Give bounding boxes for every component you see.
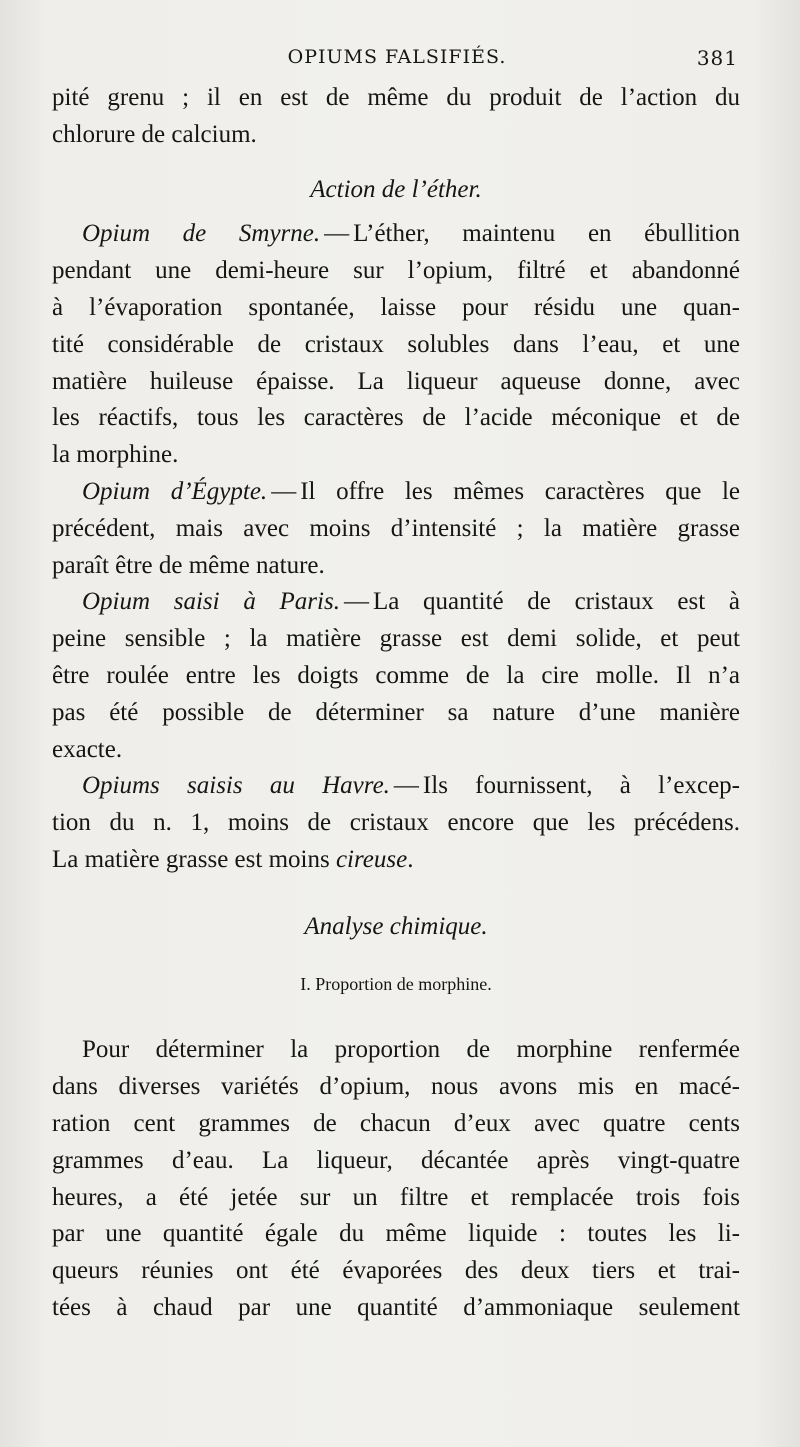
paragraph-label-egypte: Opium d’Égypte.	[82, 477, 268, 505]
text-line: pendant une demi-heure sur l’opium, filtré et abandonné	[52, 257, 740, 285]
emphasis-word: cireuse	[335, 845, 408, 873]
text-line: tion du n. 1, moins de cristaux encore que les précédens.	[52, 809, 740, 837]
text-line: la morphine.	[52, 441, 179, 469]
text-line: peine sensible ; la matière grasse est demi solide, et peut	[52, 625, 740, 653]
paragraph-smyrne-first-line	[52, 216, 740, 253]
text-line: chlorure de calcium.	[52, 120, 257, 148]
text-span: Ils fournissent, à l’excep-	[422, 772, 740, 800]
paragraph-label-smyrne: Opium de Smyrne.	[82, 220, 321, 248]
em-dash: —	[393, 772, 419, 800]
text-span: La matière grasse est moins	[52, 845, 336, 873]
text-line: dans diverses variétés d’opium, nous avons mis en macé-	[52, 1073, 740, 1101]
text-line: les réactifs, tous les caractères de l’acide méconique et de	[52, 404, 740, 432]
text-line: à l’évaporation spontanée, laisse pour résidu une quan-	[52, 293, 740, 321]
subsection-heading: I. Proportion de morphine.	[300, 973, 492, 994]
text-line: pité grenu ; il en est de même du produit de l’action du	[52, 84, 740, 111]
text-line: tité considérable de cristaux solubles dans l’eau, et une	[52, 330, 740, 358]
page-header	[56, 40, 738, 76]
text-line: matière huileuse épaisse. La liqueur aqueuse donne, avec	[52, 367, 740, 395]
section-heading-ether: Action de l’éther.	[310, 175, 482, 203]
running-title: OPIUMS FALSIFIÉS.	[287, 46, 507, 68]
text-span: .	[407, 845, 414, 873]
text-line: grammes d’eau. La liqueur, décantée après vingt-quatre	[52, 1146, 740, 1174]
text-span: Il offre les mêmes caractères que le	[300, 477, 741, 505]
text-line: précédent, mais avec moins d’intensité ; la matière grasse	[52, 514, 740, 542]
section-heading-analyse: Analyse chimique.	[304, 912, 488, 940]
em-dash: —	[343, 588, 369, 616]
text-line	[52, 842, 740, 879]
paragraph-egypte-first-line	[52, 474, 740, 511]
text-line: pas été possible de déterminer sa nature d’une manière	[52, 698, 740, 726]
text-line: être roulée entre les doigts comme de la cire molle. Il n’a	[52, 661, 740, 689]
text-line: ration cent grammes de chacun d’eux avec quatre cents	[52, 1109, 740, 1137]
text-line: paraît être de même nature.	[52, 551, 325, 579]
em-dash: —	[324, 220, 350, 248]
text-line: queurs réunies ont été évaporées des deux tiers et trai-	[52, 1257, 740, 1285]
paragraph-havre-first-line	[52, 768, 740, 805]
text-line: tées à chaud par une quantité d’ammoniaque seulement	[52, 1293, 740, 1321]
paragraph-label-paris: Opium saisi à Paris.	[82, 588, 340, 616]
text-line: exacte.	[52, 735, 123, 763]
paragraph-paris-first-line	[52, 584, 740, 621]
page-body	[52, 80, 740, 1327]
paragraph-label-havre: Opiums saisis au Havre.	[82, 772, 390, 800]
text-line: heures, a été jetée sur un filtre et remplacée trois fois	[52, 1183, 740, 1211]
text-line: Pour déterminer la proportion de morphine renfermée	[82, 1036, 740, 1064]
text-span: La quantité de cristaux est à	[372, 588, 740, 616]
page-number: 381	[696, 46, 738, 70]
em-dash: —	[271, 477, 297, 505]
text-line: par une quantité égale du même liquide : toutes les li-	[52, 1220, 740, 1248]
text-span: L’éther, maintenu en ébullition	[353, 220, 740, 248]
